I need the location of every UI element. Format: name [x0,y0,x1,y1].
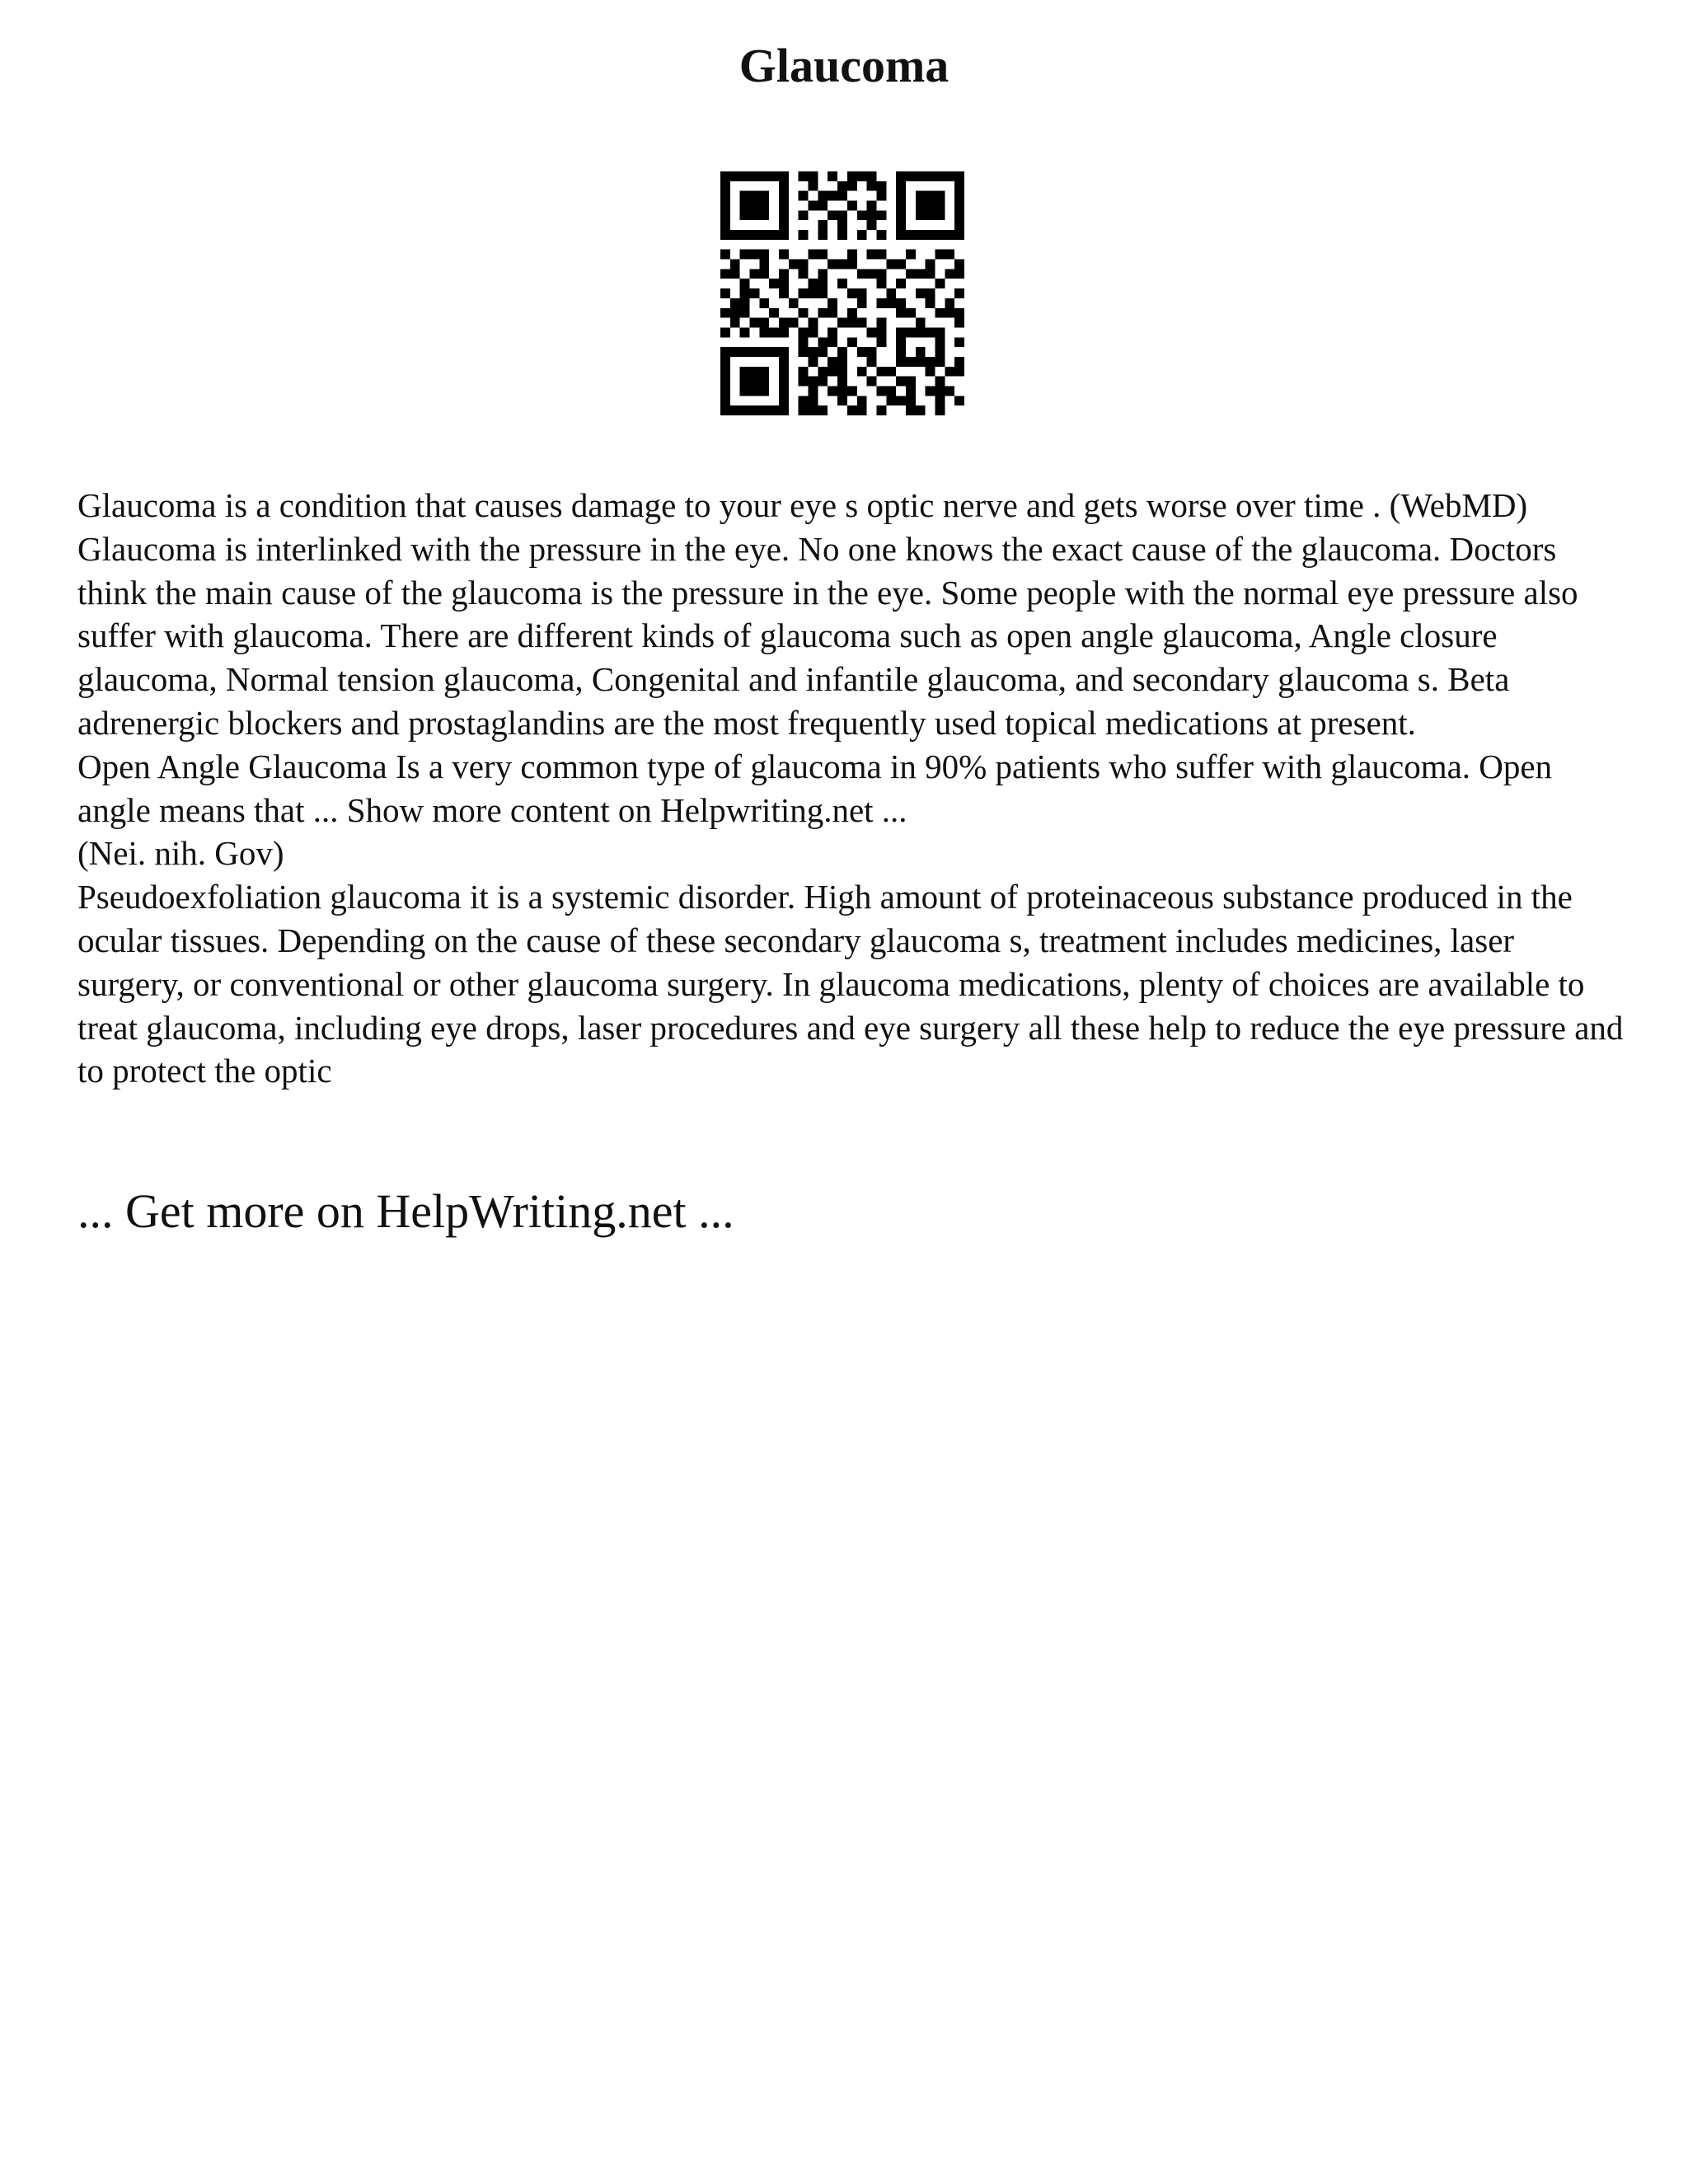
qr-code [720,171,964,415]
paragraph-intro: Glaucoma is a condition that causes damage to your eye s optic nerve and gets worse over time . (WebMD) Glaucoma is interlinked with the pressure in the eye. No one knows the exact cause of the glaucoma. Doctors think the main cause of the glaucoma is the pressure in the eye. Some people with the normal eye pressure also suffer with glaucoma. There are different kinds of glaucoma such as open angle glaucoma, Angle closure glaucoma, Normal tension glaucoma, Congenital and infantile glaucoma, and secondary glaucoma s. Beta adrenergic blockers and prostaglandins are the most frequently used topical medications at present. [77,486,1578,742]
document-title: Glaucoma [738,39,950,92]
article-body [77,484,1627,1093]
get-more-link[interactable]: ... Get more on HelpWriting.net ... [77,1184,734,1238]
paragraph-pseudoexfoliation: Pseudoexfoliation glaucoma it is a systemic disorder. High amount of proteinaceous substance produced in the ocular tissues. Depending on the cause of these secondary glaucoma s, treatment includes medicines, laser surgery, or conventional or other glaucoma surgery. In glaucoma medications, plenty of choices are available to treat glaucoma, including eye drops, laser procedures and eye surgery all these help to reduce the eye pressure and to protect the optic [77,878,1624,1090]
paragraph-open-angle: Open Angle Glaucoma Is a very common type of glaucoma in 90% patients who suffer with glaucoma. Open angle means that ... Show more content on Helpwriting.net ... [77,747,1553,829]
paragraph-source: (Nei. nih. Gov) [77,834,284,873]
